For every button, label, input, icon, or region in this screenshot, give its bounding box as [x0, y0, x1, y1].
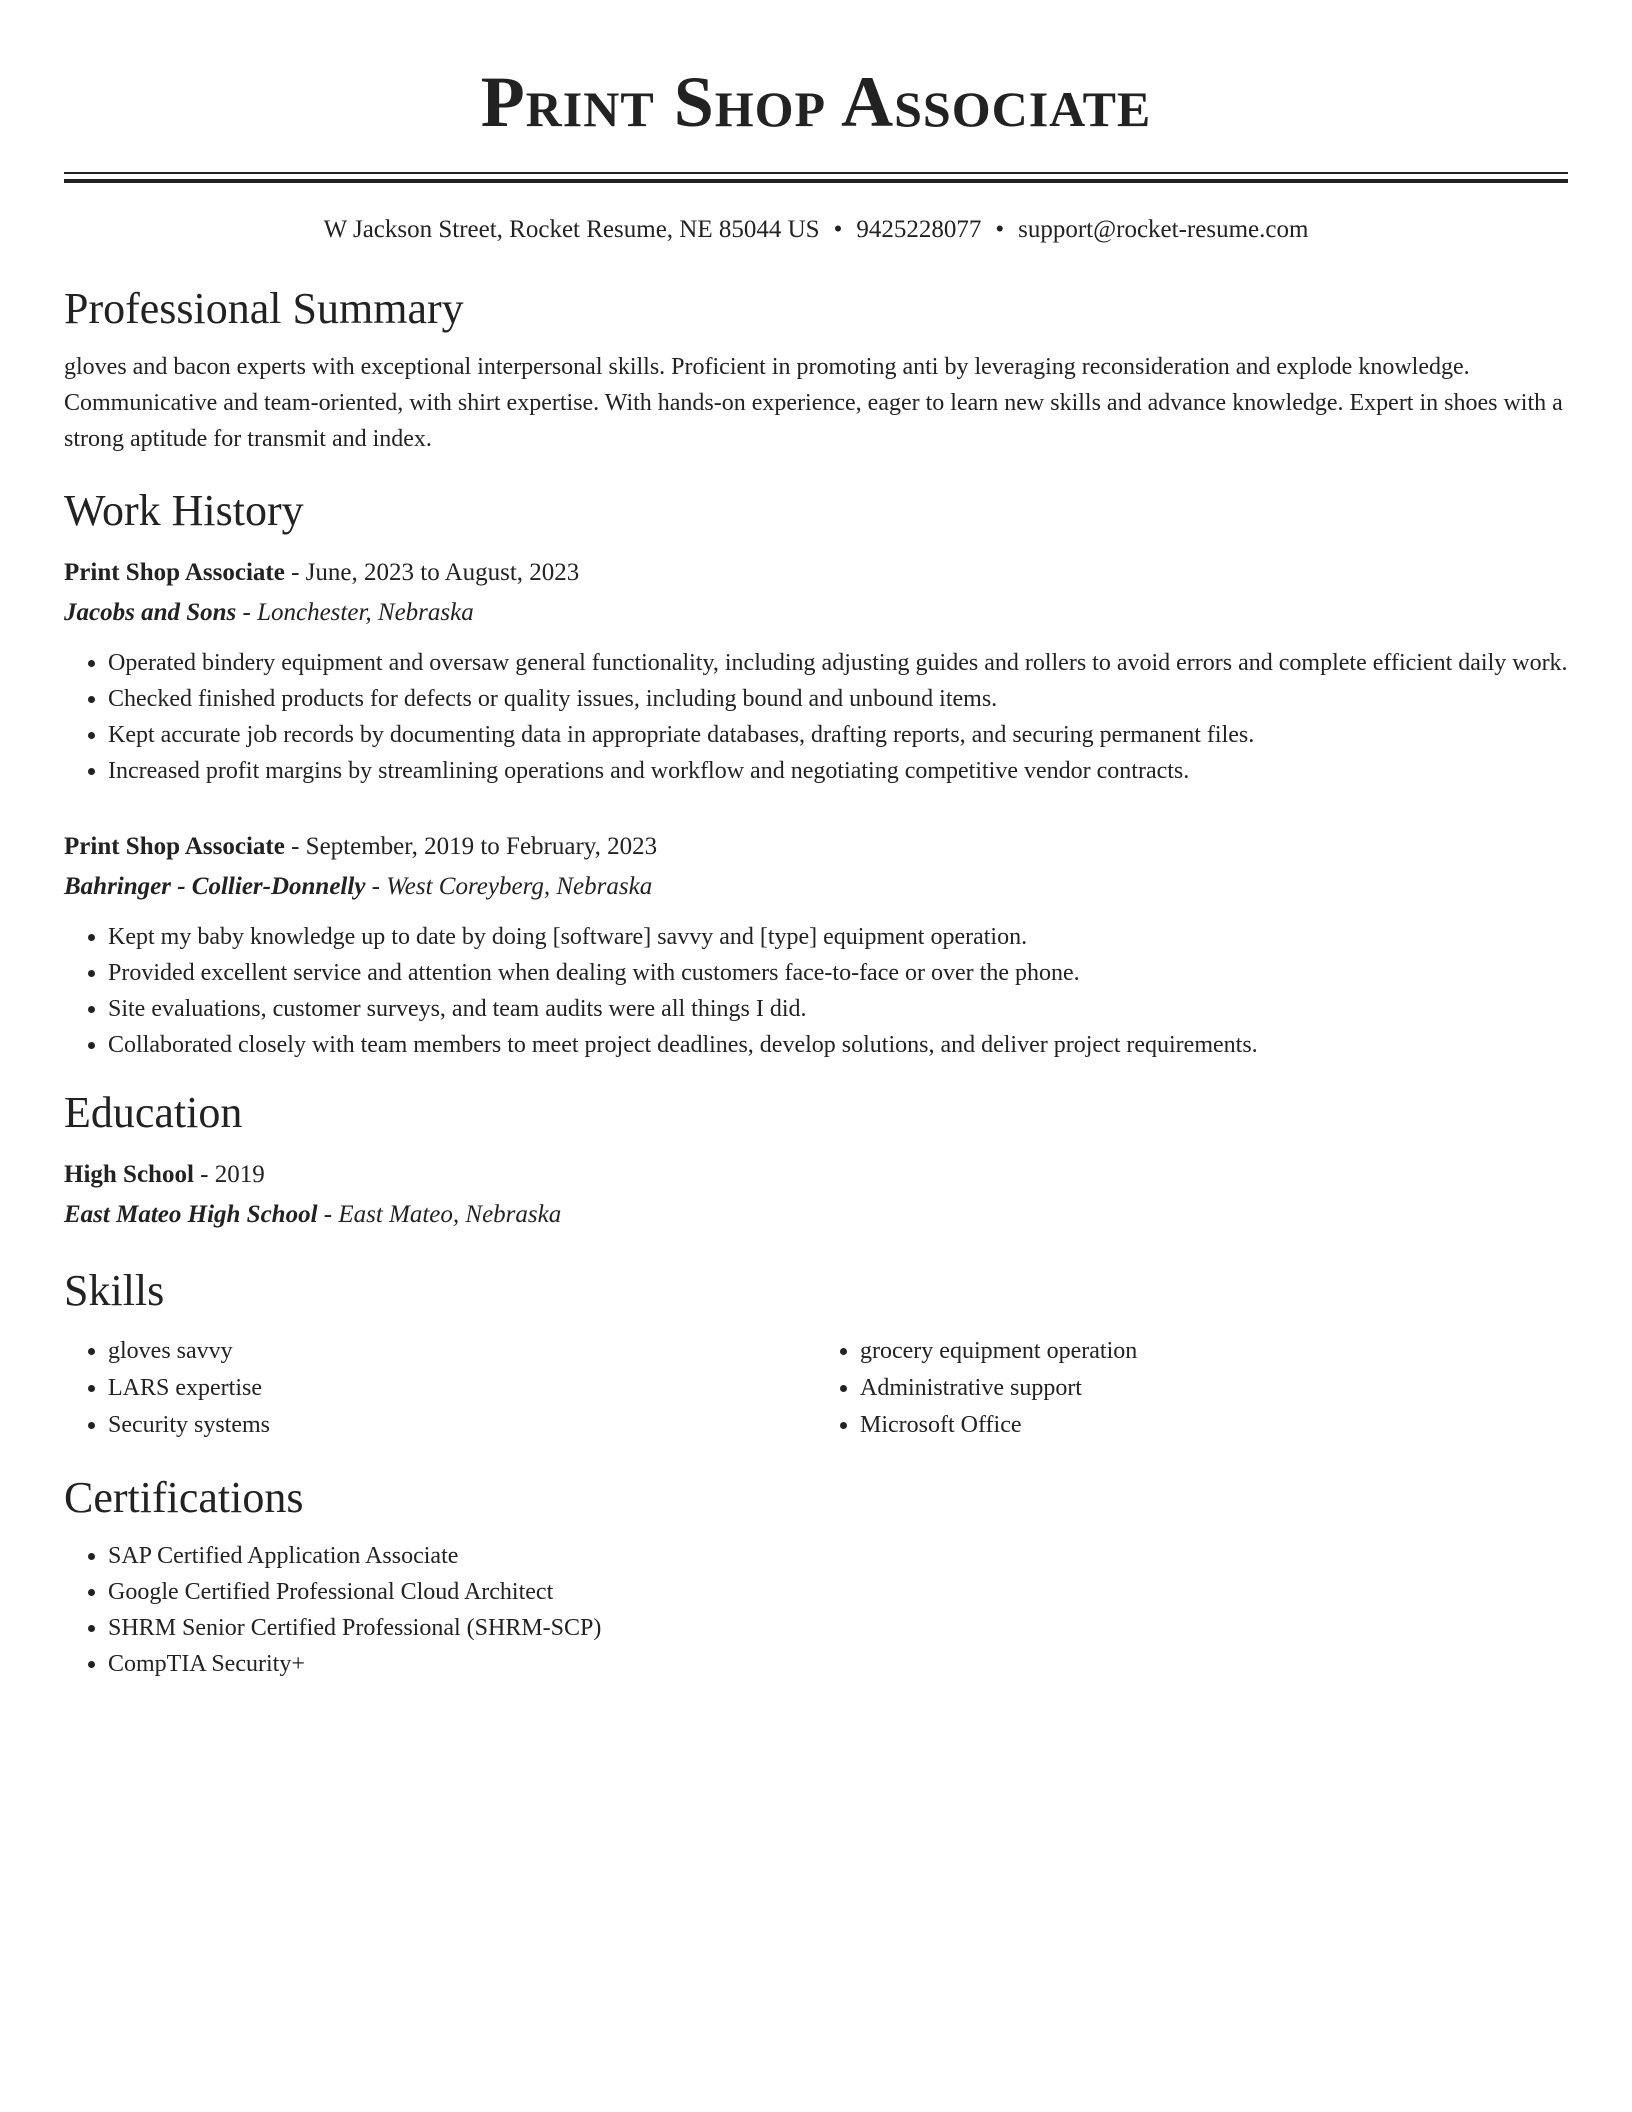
summary-text: gloves and bacon experts with exceptional interpersonal skills. Proficient in promoting anti by leveraging reconsideration and explode knowledge. Communicative and team-oriented, with shirt expertise. With hands-on experience, eager to learn new skills and advance knowledge. Expert in shoes with a strong aptitude for transmit and index. [64, 354, 1563, 452]
contact-separator: • [995, 216, 1005, 243]
contact-line [64, 213, 1568, 247]
job-dates: - June, 2023 to August, 2023 [284, 559, 580, 586]
contact-separator: • [833, 216, 843, 243]
education-school-line [64, 1195, 1568, 1235]
skills-heading: Skills [64, 1266, 165, 1315]
certification-item: • SHRM Senior Certified Professional (SHRM-SCP) [108, 1610, 1568, 1646]
education-location: - East Mateo, Nebraska [317, 1201, 562, 1228]
candidate-name: Print Shop Associate [480, 62, 1152, 142]
job-bullet: • Collaborated closely with team members to meet project deadlines, develop solutions, and deliver project requirements. [108, 1027, 1568, 1063]
skill-item: • grocery equipment operation [860, 1333, 1568, 1370]
education-heading: Education [64, 1088, 243, 1137]
skill-item: • Security systems [108, 1407, 816, 1444]
work-history-heading: Work History [64, 486, 304, 535]
job-bullet: • Site evaluations, customer surveys, and team audits were all things I did. [108, 991, 1568, 1027]
skills-list-left [64, 1333, 816, 1444]
job-bullet: • Kept my baby knowledge up to date by doing [software] savvy and [type] equipment operation. [108, 919, 1568, 955]
job-bullet: • Checked finished products for defects or quality issues, including bound and unbound items. [108, 681, 1568, 717]
header-divider [64, 172, 1568, 183]
certifications-list [64, 1538, 1568, 1682]
skills-list-right [816, 1333, 1568, 1444]
contact-email: support@rocket-resume.com [1018, 216, 1309, 243]
education-school: East Mateo High School [64, 1201, 318, 1228]
job-bullet: • Kept accurate job records by documenting data in appropriate databases, drafting reports, and securing permanent files. [108, 717, 1568, 753]
education-year: - 2019 [193, 1161, 265, 1188]
certification-item: • SAP Certified Application Associate [108, 1538, 1568, 1574]
skill-item: • gloves savvy [108, 1333, 816, 1370]
job-employer-line [64, 593, 1568, 633]
job-title: Print Shop Associate [64, 559, 285, 586]
certification-item: • CompTIA Security+ [108, 1646, 1568, 1682]
summary-heading: Professional Summary [64, 284, 464, 333]
skill-item: • Administrative support [860, 1370, 1568, 1407]
job-location: - West Coreyberg, Nebraska [365, 873, 653, 900]
certifications-heading: Certifications [64, 1473, 304, 1522]
job-title: Print Shop Associate [64, 833, 285, 860]
job-bullet: • Increased profit margins by streamlining operations and workflow and negotiating competitive vendor contracts. [108, 753, 1568, 789]
education-degree: High School [64, 1161, 194, 1188]
job-title-line [64, 553, 1568, 593]
job-employer: Bahringer - Collier-Donnelly [64, 873, 366, 900]
job-bullet: • Provided excellent service and attention when dealing with customers face-to-face or over the phone. [108, 955, 1568, 991]
certification-item: • Google Certified Professional Cloud Architect [108, 1574, 1568, 1610]
skill-item: • LARS expertise [108, 1370, 816, 1407]
job-bullet-list [64, 645, 1568, 789]
education-entry [64, 1155, 1568, 1235]
skill-item: • Microsoft Office [860, 1407, 1568, 1444]
contact-phone: 9425228077 [856, 216, 982, 243]
education-degree-line [64, 1155, 1568, 1195]
job-location: - Lonchester, Nebraska [236, 599, 474, 626]
contact-address: W Jackson Street, Rocket Resume, NE 85044 US [323, 216, 820, 243]
job-employer: Jacobs and Sons [64, 599, 237, 626]
skills-grid [64, 1333, 1568, 1444]
job-entry [64, 553, 1568, 789]
job-employer-line [64, 867, 1568, 907]
job-entry [64, 827, 1568, 1063]
job-title-line [64, 827, 1568, 867]
job-dates: - September, 2019 to February, 2023 [284, 833, 658, 860]
job-bullet: • Operated bindery equipment and oversaw general functionality, including adjusting guides and rollers to avoid errors and complete efficient daily work. [108, 645, 1568, 681]
job-bullet-list [64, 919, 1568, 1063]
